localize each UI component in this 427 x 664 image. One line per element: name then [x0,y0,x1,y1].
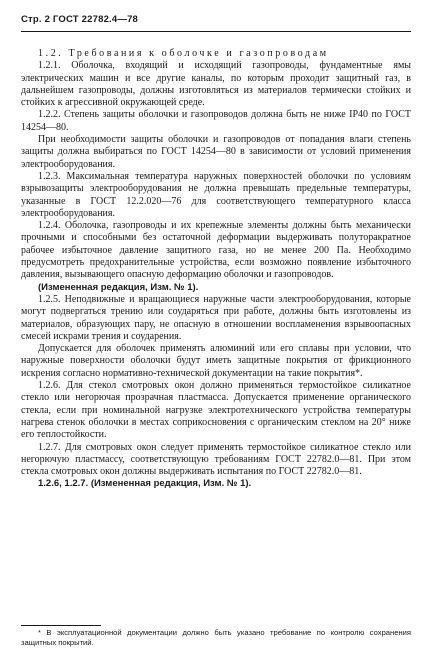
clause-1-2-5-note: Допускается для оболочек применять алюминий или его сплавы при условии, что наружные поверхности оболочки будут иметь защитные покрытия от фрикционного искрения согласно нормативно-технической документации на такие покрытия*. [21,343,411,379]
clause-1-2-4: 1.2.4. Оболочка, газопроводы и их крепежные элементы должны быть механически прочными и способными без остаточной деформации выдерживать полуторакратное рабочее избыточное давление защитного газа, но не менее 200 Па. Необходимо предусмотреть предохранительные устройства, если возможно появление избыточного давления, вызывающего опасную деформацию оболочки и газопроводов. [21,220,411,281]
clause-1-2-2-note: При необходимости защиты оболочки и газопроводов от попадания влаги степень защиты должна выбираться по ГОСТ 14254—80 в зависимости от условий применения электрооборудования. [21,134,411,170]
clause-1-2-7: 1.2.7. Для смотровых окон следует применять термостойкое силикатное стекло или негорючую пластмассу, соответствующую требованиям ГОСТ 22782.0—81. При этом стекла смотровых окон должны выдерживать испытания по ГОСТ 22782.0—81. [21,441,411,478]
clause-1-2-3: 1.2.3. Максимальная температура наружных поверхностей оболочки по условиям взрывозащиты электрооборудования не должна превышать предельные температуры, указанные в ГОСТ 12.2.020—76 для соответствующего температурного класса электрооборудования. [21,170,411,219]
footnote-rule [21,625,101,626]
clause-1-2-6: 1.2.6. Для стекол смотровых окон должно применяться термостойкое силикатное стекло или негорючая прозрачная пластмасса. Допускается применение органического стекла, если при номинальной нагрузке электротехнического устройства температуры нагрева стенок оболочки в местах соприкосновения с органическим стеклом на 20° ниже его теплостойкости. [21,380,411,441]
document-body [21,48,411,491]
section-heading: 1.2. Требования к оболочке и газопроводам [38,48,329,59]
amendment-note-1: (Измененная редакция, Изм. № 1). [38,281,199,293]
clause-1-2-1: 1.2.1. Оболочка, входящий и исходящий газопроводы, фундаментные ямы электрических машин и все другие каналы, по которым проходит защитный газ, в дальнейшем газопроводы, должны изготовляться из материалов термически стойких и стойких к агрессивной окружающей среде. [21,60,411,109]
running-header: Стр. 2 ГОСТ 22782.4—78 [21,14,139,25]
amendment-note-2: 1.2.6, 1.2.7. (Измененная редакция, Изм. № 1). [38,478,252,490]
footnote: * В эксплуатационной документации должно быть указано требование по контролю сохранения защитных покрытий. [21,628,411,647]
header-rule [21,31,411,32]
clause-1-2-5: 1.2.5. Неподвижные и вращающиеся наружные части электрооборудования, которые могут подвергаться трению или соударяться при работе, должны быть изготовлены из материалов, образующих пару, не опасную в отношении воспламенения взрывоопасных смесей искрами трения и соударения. [21,293,411,342]
clause-1-2-2: 1.2.2. Степень защиты оболочки и газопроводов должна быть не ниже IP40 по ГОСТ 14254—80. [21,109,411,133]
